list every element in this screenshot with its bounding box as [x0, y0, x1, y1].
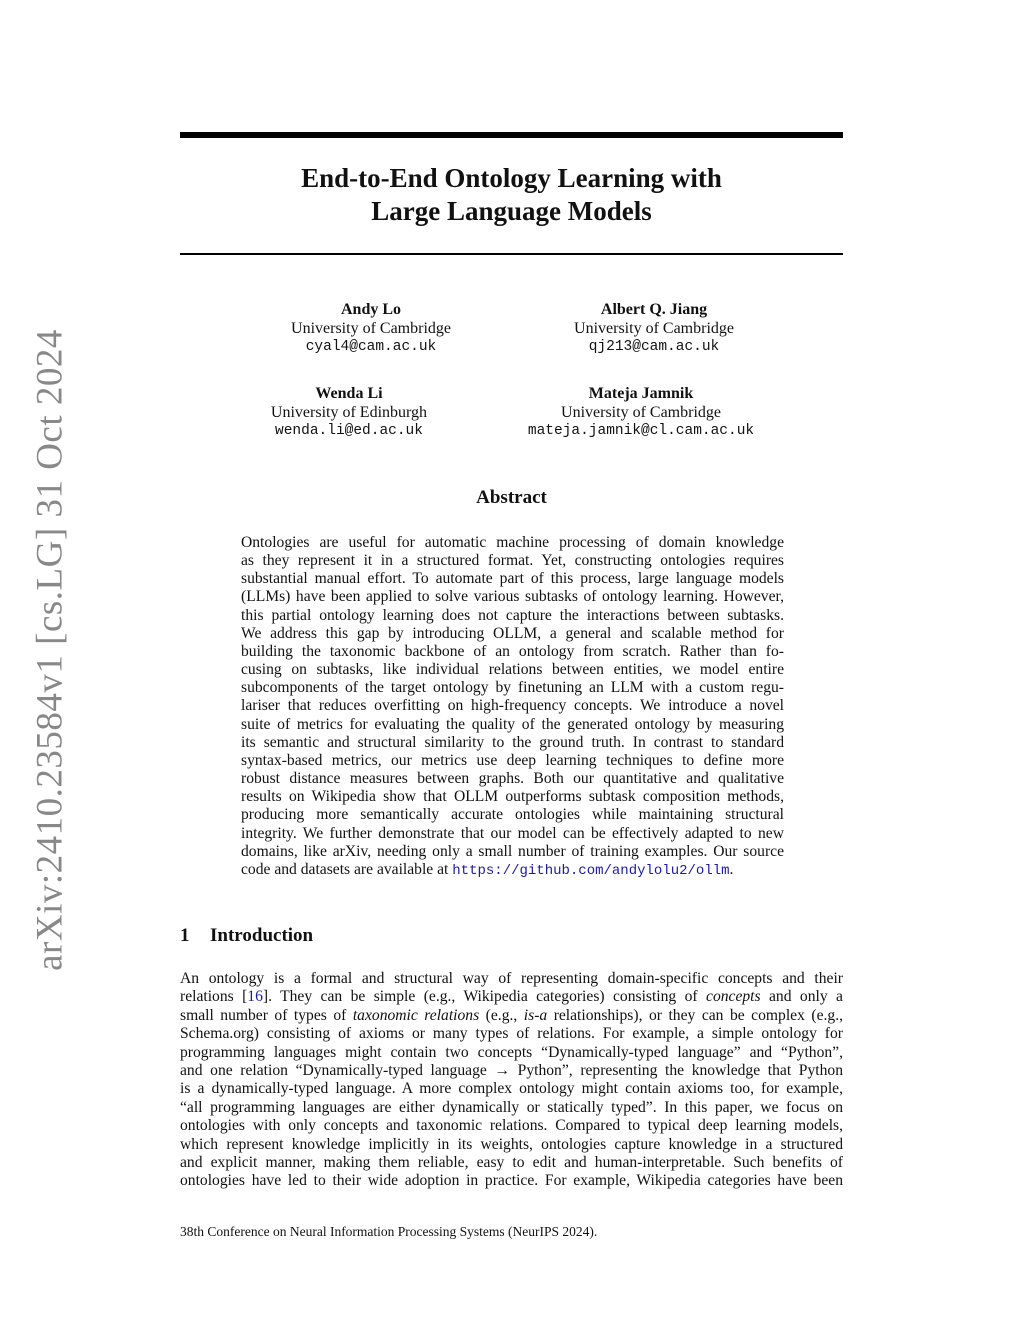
abstract-heading: Abstract: [476, 487, 547, 508]
abstract-last-suffix: .: [729, 860, 734, 878]
intro-text: relations [: [180, 988, 248, 1006]
abstract-line: its semantic and structural similarity to the ground truth. In contrast to standard: [241, 733, 784, 751]
conference-footnote: 38th Conference on Neural Information Processing Systems (NeurIPS 2024).: [180, 1224, 598, 1239]
intro-text: (e.g.,: [479, 1006, 524, 1024]
intro-line: [180, 1007, 843, 1025]
intro-text: small number of types of: [180, 1006, 353, 1024]
author-email: wenda.li@ed.ac.uk: [275, 423, 423, 439]
intro-text: relationships), or they can be complex (e.g.,: [547, 1006, 843, 1024]
author-affiliation: University of Cambridge: [561, 404, 721, 421]
intro-line: “all programming languages are either dynamically or statically typed”. In this paper, we focus on: [180, 1098, 843, 1116]
paper-title: [180, 162, 843, 228]
abstract-last-prefix: code and datasets are available at: [241, 860, 453, 878]
arxiv-stamp: arXiv:2410.23584v1 [cs.LG] 31 Oct 2024: [29, 329, 71, 971]
intro-text: and only a: [760, 988, 843, 1006]
intro-emphasis: taxonomic relations: [352, 1006, 480, 1024]
abstract-line: producing more semantically accurate ontologies while maintaining structural: [241, 806, 784, 824]
author-email: cyal4@cam.ac.uk: [305, 339, 437, 355]
intro-text: ]. They can be simple (e.g., Wikipedia categories) consisting of: [262, 988, 707, 1006]
author-affiliation: University of Cambridge: [574, 320, 734, 337]
intro-line: is a dynamically-typed language. A more complex ontology might contain axioms too, for example,: [180, 1080, 843, 1098]
abstract-last-line: [241, 861, 784, 880]
author-name: Albert Q. Jiang: [600, 301, 708, 318]
title-top-rule: [180, 132, 843, 138]
abstract-line: integrity. We further demonstrate that our model can be effectively adapted to new: [241, 824, 784, 842]
author-block: [481, 384, 801, 441]
abstract-line: substantial manual effort. To automate part of this process, large language models: [241, 570, 784, 588]
code-link[interactable]: https://github.com/andylolu2/ollm: [452, 862, 730, 879]
author-email: qj213@cam.ac.uk: [588, 339, 720, 355]
author-affiliation: University of Cambridge: [291, 320, 451, 337]
title-line-2: Large Language Models: [371, 196, 652, 226]
abstract-line: syntax-based metrics, our metrics use deep learning techniques to define more: [241, 751, 784, 769]
author-block: [494, 300, 814, 357]
abstract-line: cusing on subtasks, like individual relations between entities, we model entire: [241, 661, 784, 679]
citation-link[interactable]: 16: [247, 988, 263, 1006]
abstract-line: suite of metrics for evaluating the quality of the generated ontology by measuring: [241, 715, 784, 733]
intro-line: and one relation “Dynamically-typed language → Python”, representing the knowledge that Python: [180, 1062, 843, 1080]
intro-emphasis: is-a: [523, 1006, 548, 1024]
author-block: [189, 384, 509, 441]
abstract-line: subcomponents of the target ontology by finetuning an LLM with a custom regu-: [241, 679, 784, 697]
author-name: Wenda Li: [315, 385, 383, 402]
abstract-line: building the taxonomic backbone of an ontology from scratch. Rather than fo-: [241, 642, 784, 660]
title-bottom-rule: [180, 253, 843, 255]
author-email: mateja.jamnik@cl.cam.ac.uk: [527, 423, 755, 439]
abstract-body: [241, 534, 784, 880]
intro-line: and explicit manner, making them reliable, easy to edit and human-interpretable. Such benefits of: [180, 1154, 843, 1172]
intro-line: An ontology is a formal and structural way of representing domain-specific concepts and their: [180, 970, 843, 987]
abstract-line: domains, like arXiv, needing only a small number of training examples. Our source: [241, 842, 784, 860]
intro-line: ontologies with only concepts and taxonomic relations. Compared to typical deep learning models,: [180, 1117, 843, 1135]
intro-line: ontologies have led to their wide adoption in practice. For example, Wikipedia categories have been: [180, 1172, 843, 1190]
author-affiliation: University of Edinburgh: [270, 404, 428, 421]
intro-line: programming languages might contain two concepts “Dynamically-typed language” and “Python”,: [180, 1043, 843, 1061]
abstract-line: Ontologies are useful for automatic machine processing of domain knowledge: [241, 534, 784, 551]
abstract-line: lariser that reduces overfitting on high-frequency concepts. We introduce a novel: [241, 697, 784, 715]
intro-paragraph: [180, 970, 843, 1191]
abstract-line: robust distance measures between graphs. Both our quantitative and qualitative: [241, 770, 784, 788]
title-line-1: End-to-End Ontology Learning with: [301, 163, 722, 193]
intro-emphasis: concepts: [706, 988, 761, 1006]
author-name: Andy Lo: [340, 301, 402, 318]
section-number: 1: [180, 925, 190, 946]
abstract-line: results on Wikipedia show that OLLM outperforms subtask composition methods,: [241, 788, 784, 806]
abstract-line: We address this gap by introducing OLLM, a general and scalable method for: [241, 624, 784, 642]
intro-line: which represent knowledge implicitly in its weights, ontologies capture knowledge in a structured: [180, 1135, 843, 1153]
intro-line: [180, 988, 843, 1006]
abstract-line: (LLMs) have been applied to solve various subtasks of ontology learning. However,: [241, 588, 784, 606]
intro-line: Schema.org) consisting of axioms or many types of relations. For example, a simple ontology for: [180, 1025, 843, 1043]
author-block: [211, 300, 531, 357]
section-heading: [180, 925, 313, 947]
section-title: Introduction: [210, 925, 314, 946]
author-name: Mateja Jamnik: [588, 385, 694, 402]
abstract-line: this partial ontology learning does not capture the interactions between subtasks.: [241, 606, 784, 624]
abstract-line: as they represent it in a structured format. Yet, constructing ontologies requires: [241, 552, 784, 570]
